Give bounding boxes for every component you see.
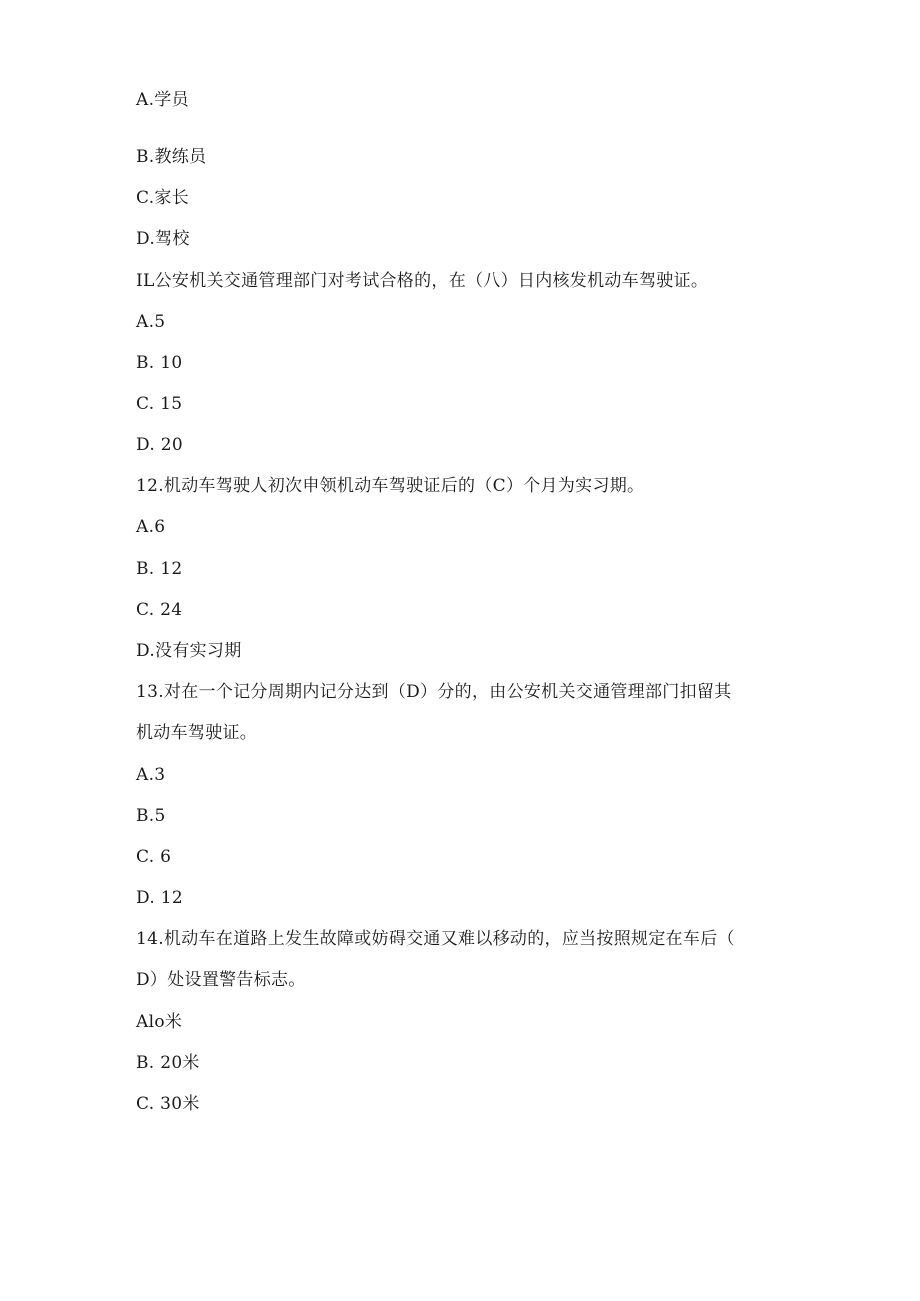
- option-d-driving-school: D.驾校: [136, 229, 190, 249]
- q11-option-b: B. 10: [136, 353, 183, 373]
- question-13-line-1: 13.对在一个记分周期内记分达到（D）分的，由公安机关交通管理部门扣留其: [136, 682, 732, 702]
- q11-option-d: D. 20: [136, 435, 183, 455]
- option-a-student: A.学员: [136, 90, 189, 110]
- question-14-line-1: 14.机动车在道路上发生故障或妨碍交通又难以移动的，应当按照规定在车后（: [136, 929, 735, 949]
- q12-option-c: C. 24: [136, 600, 183, 620]
- q14-option-c: C. 30米: [136, 1094, 200, 1114]
- question-12: 12.机动车驾驶人初次申领机动车驾驶证后的（C）个月为实习期。: [136, 476, 645, 496]
- q13-option-d: D. 12: [136, 888, 183, 908]
- option-b-instructor: B.教练员: [136, 147, 207, 167]
- q11-option-a: A.5: [136, 312, 166, 332]
- question-14-line-2: D）处设置警告标志。: [136, 970, 306, 990]
- q14-option-b: B. 20米: [136, 1053, 200, 1073]
- q13-option-b: B.5: [136, 806, 166, 826]
- option-c-parent: C.家长: [136, 188, 190, 208]
- q14-option-a: Alo米: [136, 1012, 183, 1032]
- q12-option-a: A.6: [136, 517, 166, 537]
- q12-option-d: D.没有实习期: [136, 641, 242, 661]
- q13-option-c: C. 6: [136, 847, 172, 867]
- q12-option-b: B. 12: [136, 559, 183, 579]
- q13-option-a: A.3: [136, 765, 166, 785]
- q11-option-c: C. 15: [136, 394, 183, 414]
- question-11: IL公安机关交通管理部门对考试合格的，在（八）日内核发机动车驾驶证。: [136, 271, 709, 291]
- question-13-line-2: 机动车驾驶证。: [136, 723, 258, 743]
